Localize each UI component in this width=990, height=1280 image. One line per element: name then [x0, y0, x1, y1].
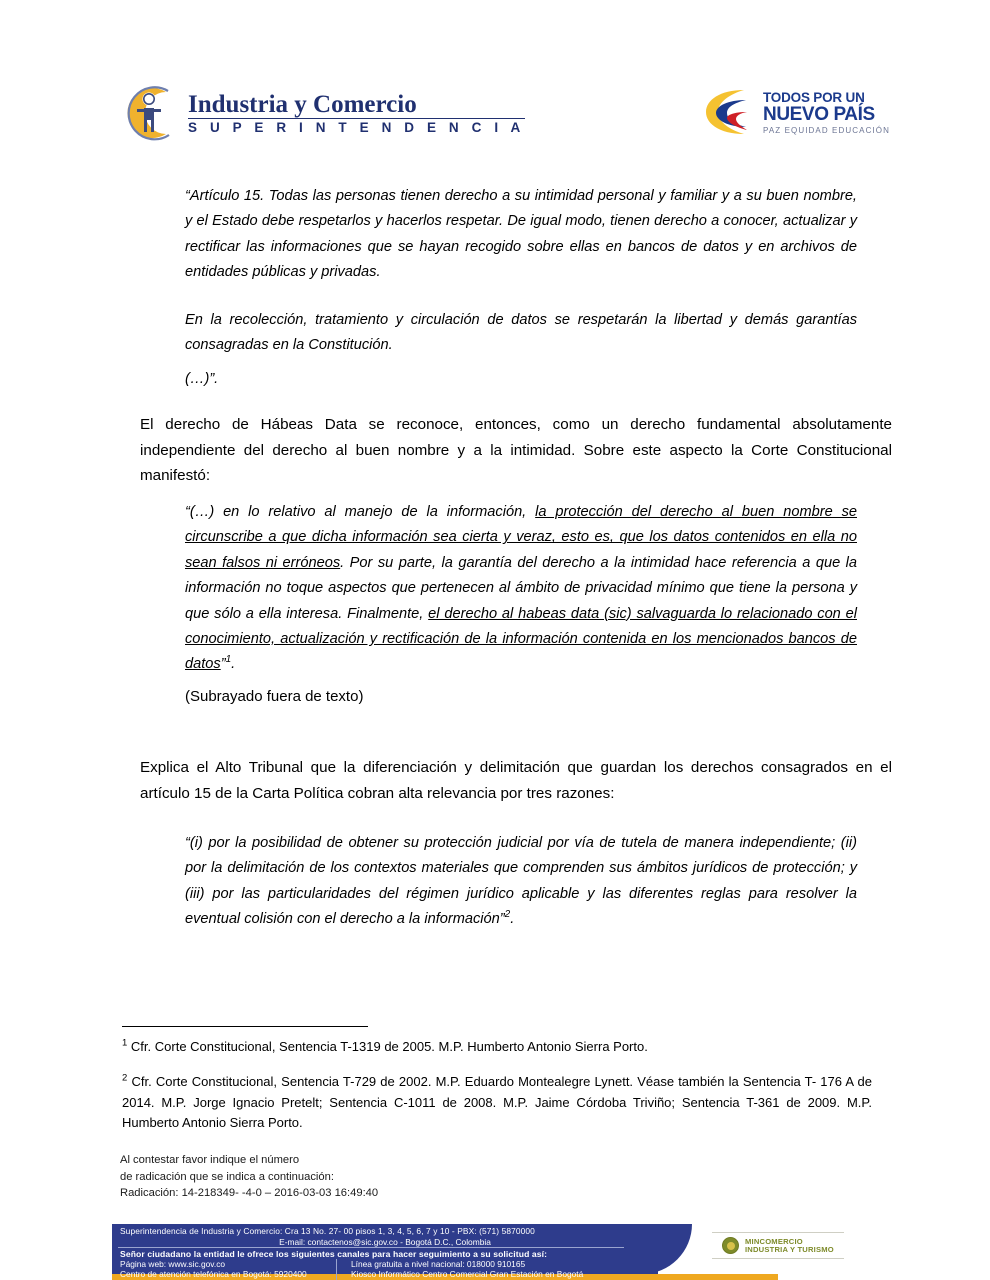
footer-channel-kiosk: Kiosco Informático Centro Comercial Gran Estación en Bogotá — [351, 1269, 584, 1280]
stamp-line-3-radicacion-number: Radicación: 14-218349- -4-0 – 2016-03-03 16:49:40 — [120, 1187, 379, 1199]
mincomercio-line1: MINCOMERCIO — [745, 1236, 803, 1246]
mincomercio-logo-text — [745, 1238, 834, 1254]
footnote-separator-rule — [122, 1026, 368, 1027]
footer-channel-phone: Centro de atención telefónica en Bogotá: 5920400 — [120, 1269, 307, 1280]
mincomercio-logo — [712, 1232, 844, 1259]
gov-logo — [700, 86, 890, 140]
quote-corte-constitucional — [185, 500, 857, 678]
footer-channel-free-line: Línea gratuita a nivel nacional: 018000 910165 — [351, 1258, 526, 1269]
quote-corte-close-quote: ” — [220, 656, 226, 673]
quote-corte-period: . — [231, 656, 236, 673]
footer-channels-column-left — [120, 1259, 336, 1280]
quote-razones-period: . — [510, 911, 515, 928]
sic-logo-subtitle: S U P E R I N T E N D E N C I A — [188, 120, 525, 135]
footnote-1 — [122, 1037, 872, 1058]
footer-channels-grid — [120, 1259, 654, 1280]
sic-logo — [122, 84, 525, 142]
quote-tres-razones — [185, 831, 857, 933]
quote-ellipsis: (…)”. — [185, 371, 219, 387]
footer-channel-web: Página web: www.sic.gov.co — [120, 1258, 226, 1269]
radicacion-stamp — [120, 1152, 378, 1202]
paragraph-subrayado-nota: (Subrayado fuera de texto) — [185, 688, 364, 705]
quote-razones-close-quote: ” — [499, 911, 505, 928]
gov-logo-text — [763, 91, 890, 136]
footnote-2-number: 2 — [122, 1072, 128, 1084]
footnote-1-text: Cfr. Corte Constitucional, Sentencia T-1319 de 2005. M.P. Humberto Antonio Sierra Porto. — [130, 1039, 648, 1054]
footnote-marker-2: 2 — [504, 909, 511, 921]
quote-corte-underlined-1: la protección del derecho al buen nombre se circunscribe a que dicha información sea cierta y veraz, esto es, que los datos contenidos en ella no sean falsos ni erróneos — [185, 504, 857, 571]
mincomercio-seal-icon — [722, 1237, 739, 1254]
quote-articulo-15: “Artículo 15. Todas las personas tienen derecho a su intimidad personal y familiar y a su buen nombre, y el Estado debe respetarlos y hacerlos respetar. De igual modo, tienen derecho a conocer, actualizar y rectificar las informaciones que se hayan recogido sobre ellas en bancos de datos y en archivos de entidades públicas y privadas. — [185, 188, 857, 281]
quote-razones-text: “(i) por la posibilidad de obtener su protección judicial por vía de tutela de manera independiente; (ii) por la delimitación de los contextos materiales que comprenden sus ámbitos jurídicos de protección; y (iii) por las particularidades del régimen jurídico aplicable y las diferentes reglas para resolver la eventual colisión con el derecho a la información — [185, 835, 857, 928]
colombia-flag-swoosh-logo-icon — [700, 86, 756, 140]
paragraph-habeas-data: El derecho de Hábeas Data se reconoce, entonces, como un derecho fundamental absolutamente independiente del derecho al buen nombre y a la intimidad. Sobre este aspecto la Corte Constitucional manifestó: — [140, 416, 892, 484]
footnote-marker-1: 1 — [225, 654, 232, 666]
gov-logo-line1: TODOS POR UN — [763, 89, 865, 105]
stamp-line-1: Al contestar favor indique el número — [120, 1154, 300, 1166]
footnote-1-number: 1 — [122, 1037, 128, 1049]
document-footer — [112, 1224, 878, 1280]
sic-logo-rule — [188, 118, 525, 120]
footer-channels-heading: Señor ciudadano la entidad le ofrece los siguientes canales para hacer seguimiento a su solicitud así: — [120, 1248, 548, 1259]
quote-corte-segment-3: . Por su parte, la garantía del derecho a la intimidad hace referencia a que la información no toque aspectos que pertenecen al ámbito de privacidad mínimo que tiene la persona y que sólo a ella interesa. Finalmente, — [185, 554, 858, 622]
footer-channels-column-right — [336, 1259, 583, 1280]
footer-blue-band — [112, 1224, 658, 1280]
quote-corte-underlined-2: el derecho al habeas data (sic) salvaguarda lo relacionado con el conocimiento, actualización y rectificación de la información contenida en los mencionados bancos de datos — [185, 605, 857, 673]
footnote-2-text: Cfr. Corte Constitucional, Sentencia T-729 de 2002. M.P. Eduardo Montealegre Lynett. Véase también la Sentencia T- 176 A de 2014. M.P. Jorge Ignacio Pretelt; Sentencia C-1011 de 2008. M.P. Jaime Córdoba Triviño; Sentencia T-361 de 2009. M.P. Humberto Antonio Sierra Porto. — [122, 1074, 872, 1130]
sic-person-crescent-logo-icon — [122, 84, 184, 142]
footer-address-line: Superintendencia de Industria y Comercio: Cra 13 No. 27- 00 pisos 1, 3, 4, 5, 6, 7 y 10 - PBX: (571) 5870000 — [120, 1226, 535, 1236]
quote-corte-segment-1: “(…) en lo relativo al manejo de la información, — [185, 504, 536, 520]
footer-email-line: E-mail: contactenos@sic.gov.co - Bogotá D.C., Colombia — [279, 1236, 491, 1247]
sic-logo-title: Industria y Comercio — [188, 90, 417, 118]
footnote-2 — [122, 1072, 872, 1134]
quote-recoleccion: En la recolección, tratamiento y circulación de datos se respetarán la libertad y demás garantías consagradas en la Constitución. — [185, 312, 857, 354]
gov-logo-line3: PAZ EQUIDAD EDUCACIÓN — [763, 126, 890, 136]
stamp-line-2: de radicación que se indica a continuación: — [120, 1170, 334, 1183]
document-header — [0, 0, 990, 165]
gov-logo-line2: NUEVO PAÍS — [763, 104, 875, 126]
paragraph-explica-alto-tribunal: Explica el Alto Tribunal que la diferenciación y delimitación que guardan los derechos consagrados en el artículo 15 de la Carta Política cobran alta relevancia por tres razones: — [140, 759, 892, 802]
sic-logo-text — [188, 92, 525, 135]
mincomercio-line2: INDUSTRIA Y TURISMO — [745, 1244, 834, 1254]
